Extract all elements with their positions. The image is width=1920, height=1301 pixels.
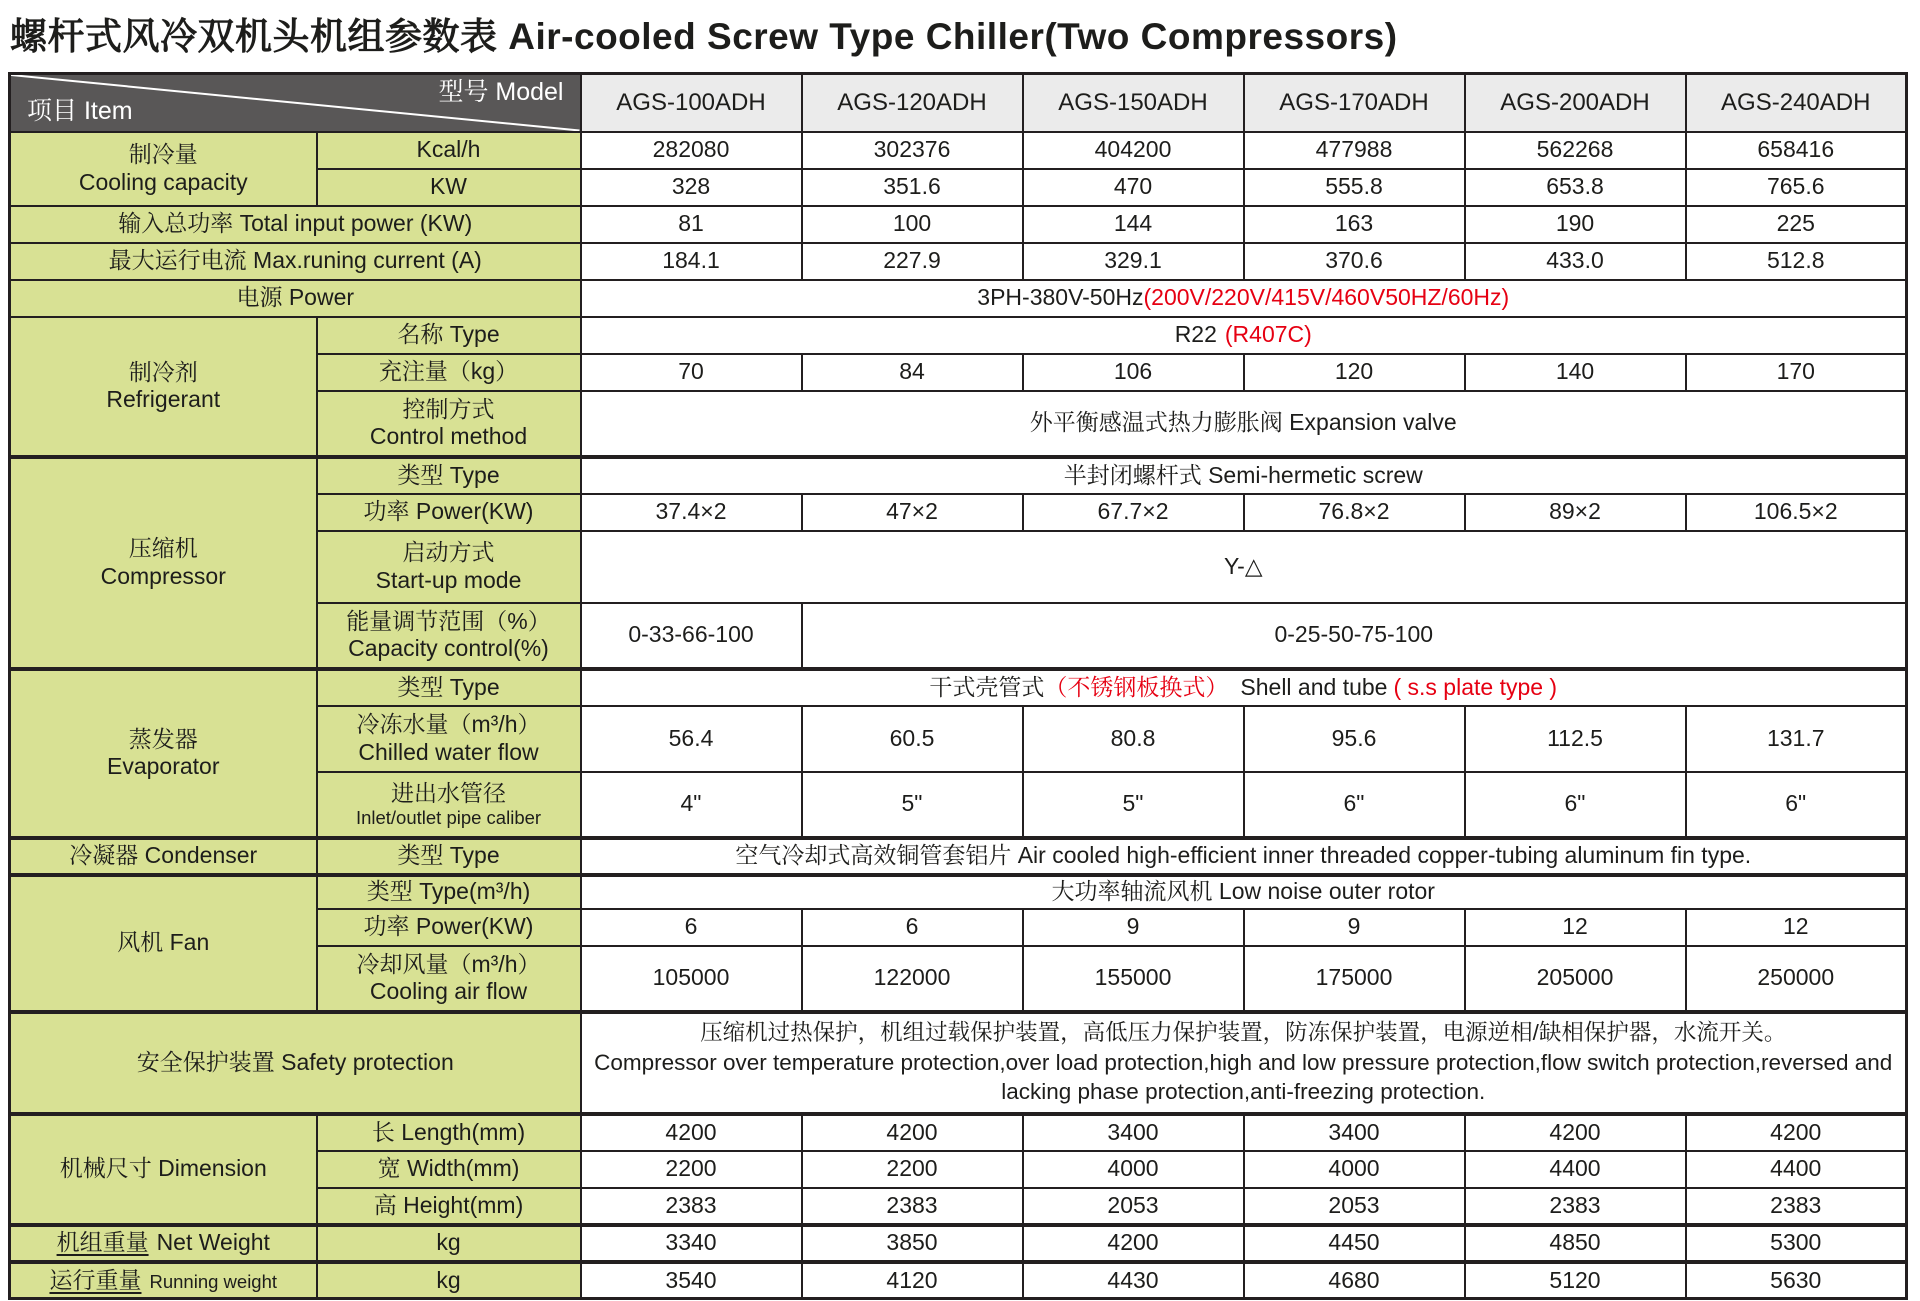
row-label-charge: 充注量（kg） — [317, 354, 581, 391]
startup-mode-label-cn: 启动方式 — [402, 539, 495, 566]
value-cell: 225 — [1686, 206, 1907, 243]
compressor-type-value: 半封闭螺杆式 Semi-hermetic screw — [581, 457, 1907, 494]
value-cell: 328 — [581, 169, 802, 206]
model-header: AGS-200ADH — [1465, 74, 1686, 132]
evaporator-type-cn: 干式壳管式 — [929, 673, 1045, 700]
value-cell: 6" — [1244, 772, 1465, 838]
evaporator-type-en: Shell and tube — [1240, 673, 1388, 700]
power-supply-options: (200V/220V/415V/460V50HZ/60Hz) — [1143, 284, 1510, 311]
value-cell: 105000 — [581, 946, 802, 1012]
value-cell: 6 — [581, 909, 802, 946]
value-cell: 3850 — [802, 1225, 1023, 1262]
evaporator-type-en-note: ( s.s plate type ) — [1393, 673, 1558, 700]
value-cell: 9 — [1023, 909, 1244, 946]
value-cell: 112.5 — [1465, 706, 1686, 772]
value-cell: 170 — [1686, 354, 1907, 391]
value-cell: 140 — [1465, 354, 1686, 391]
pipe-caliber-label-en: Inlet/outlet pipe caliber — [355, 806, 542, 828]
value-cell: 4200 — [1023, 1225, 1244, 1262]
value-cell: 175000 — [1244, 946, 1465, 1012]
value-cell: 5" — [1023, 772, 1244, 838]
startup-mode-label-en: Start-up mode — [375, 566, 522, 593]
value-cell: 184.1 — [581, 243, 802, 280]
evaporator-label-en: Evaporator — [106, 753, 220, 779]
value-cell: 6 — [802, 909, 1023, 946]
value-cell: 56.4 — [581, 706, 802, 772]
capacity-control-label-cn: 能量调节范围（%） — [346, 607, 551, 634]
model-header: AGS-170ADH — [1244, 74, 1465, 132]
row-label-control-method — [317, 391, 581, 457]
value-cell: 555.8 — [1244, 169, 1465, 206]
value-cell: 4450 — [1244, 1225, 1465, 1262]
value-cell: 2383 — [1686, 1188, 1907, 1225]
value-cell: 4200 — [802, 1114, 1023, 1151]
spec-table — [8, 72, 1908, 1300]
row-label-startup-mode — [317, 531, 581, 603]
row-label-compressor-power: 功率 Power(KW) — [317, 494, 581, 531]
value-cell: 3340 — [581, 1225, 802, 1262]
value-cell: 6" — [1686, 772, 1907, 838]
row-label-safety: 安全保护装置 Safety protection — [10, 1012, 581, 1114]
value-cell: 4400 — [1465, 1151, 1686, 1188]
value-cell: 4850 — [1465, 1225, 1686, 1262]
row-label-kcal: Kcal/h — [317, 132, 581, 169]
value-cell: 765.6 — [1686, 169, 1907, 206]
model-header: AGS-100ADH — [581, 74, 802, 132]
row-label-fan-type: 类型 Type(m³/h) — [317, 875, 581, 909]
power-supply-base: 3PH-380V-50Hz — [977, 284, 1144, 311]
compressor-label-en: Compressor — [100, 562, 226, 589]
capacity-control-rest-value: 0-25-50-75-100 — [802, 603, 1907, 669]
chilled-water-flow-label-en: Chilled water flow — [358, 738, 539, 765]
value-cell: 4200 — [1686, 1114, 1907, 1151]
row-label-fan-power: 功率 Power(KW) — [317, 909, 581, 946]
row-label-max-current: 最大运行电流 Max.runing current (A) — [10, 243, 581, 280]
row-label-power-supply: 电源 Power — [10, 280, 581, 317]
value-cell: 2053 — [1244, 1188, 1465, 1225]
net-weight-label-en: Net Weight — [156, 1229, 270, 1256]
row-label-net-weight — [10, 1225, 317, 1262]
compressor-label-cn: 压缩机 — [128, 535, 198, 562]
running-weight-label-en: Running weight — [149, 1270, 278, 1292]
control-method-value: 外平衡感温式热力膨胀阀 Expansion valve — [581, 391, 1907, 457]
value-cell: 4680 — [1244, 1262, 1465, 1299]
row-label-refrigerant — [10, 317, 317, 457]
value-cell: 60.5 — [802, 706, 1023, 772]
value-cell: 433.0 — [1465, 243, 1686, 280]
value-cell: 144 — [1023, 206, 1244, 243]
cooling-air-flow-label-cn: 冷却风量（m³/h） — [356, 950, 541, 977]
page-title: 螺杆式风冷双机头机组参数表 Air-cooled Screw Type Chiller(Two Compressors) — [10, 16, 1398, 57]
value-cell: 5120 — [1465, 1262, 1686, 1299]
cooling-label-cn: 制冷量 — [128, 141, 198, 168]
corner-cell — [10, 74, 581, 132]
value-cell: 100 — [802, 206, 1023, 243]
refrigerant-label-cn: 制冷剂 — [128, 358, 198, 385]
evaporator-label-cn: 蒸发器 — [128, 725, 198, 752]
value-cell: 4120 — [802, 1262, 1023, 1299]
value-cell: 658416 — [1686, 132, 1907, 169]
value-cell: 4000 — [1023, 1151, 1244, 1188]
value-cell: 6" — [1465, 772, 1686, 838]
value-cell: 190 — [1465, 206, 1686, 243]
value-cell: 282080 — [581, 132, 802, 169]
net-weight-unit: kg — [317, 1225, 581, 1262]
row-label-cooling-air-flow — [317, 946, 581, 1012]
value-cell: 2383 — [581, 1188, 802, 1225]
capacity-control-first-value: 0-33-66-100 — [581, 603, 802, 669]
row-label-evaporator — [10, 669, 317, 838]
value-cell: 2383 — [802, 1188, 1023, 1225]
corner-item-label: 项目 Item — [27, 97, 133, 125]
safety-value — [581, 1012, 1907, 1114]
value-cell: 106 — [1023, 354, 1244, 391]
safety-value-cn: 压缩机过热保护，机组过载保护装置，高低压力保护装置，防冻保护装置，电源逆相/缺相保护器，水流开关。 — [700, 1019, 1787, 1045]
value-cell: 67.7×2 — [1023, 494, 1244, 531]
value-cell: 80.8 — [1023, 706, 1244, 772]
evaporator-type-value — [581, 669, 1907, 706]
value-cell: 470 — [1023, 169, 1244, 206]
value-cell: 12 — [1686, 909, 1907, 946]
value-cell: 4430 — [1023, 1262, 1244, 1299]
row-label-height: 高 Height(mm) — [317, 1188, 581, 1225]
value-cell: 3400 — [1244, 1114, 1465, 1151]
refrigerant-name-value — [581, 317, 1907, 354]
value-cell: 4" — [581, 772, 802, 838]
value-cell: 70 — [581, 354, 802, 391]
evaporator-type-cn-note: （不锈钢板换式） — [1044, 673, 1229, 700]
value-cell: 131.7 — [1686, 706, 1907, 772]
value-cell: 120 — [1244, 354, 1465, 391]
row-label-pipe-caliber — [317, 772, 581, 838]
running-weight-label-cn: 运行重量 — [49, 1266, 142, 1293]
control-method-label-cn: 控制方式 — [402, 395, 495, 422]
capacity-control-label-en: Capacity control(%) — [348, 635, 549, 661]
value-cell: 5" — [802, 772, 1023, 838]
safety-value-en: Compressor over temperature protection,over load protection,high and low pressure protection,flow switch protection,reversed and lacking phase protection,anti-freezing protection. — [594, 1049, 1893, 1105]
value-cell: 2383 — [1465, 1188, 1686, 1225]
row-label-fan: 风机 Fan — [10, 875, 317, 1012]
row-label-compressor-type: 类型 Type — [317, 457, 581, 494]
row-label-refrigerant-name: 名称 Type — [317, 317, 581, 354]
row-label-condenser-type: 类型 Type — [317, 838, 581, 875]
model-header: AGS-120ADH — [802, 74, 1023, 132]
value-cell: 404200 — [1023, 132, 1244, 169]
value-cell: 5630 — [1686, 1262, 1907, 1299]
value-cell: 3400 — [1023, 1114, 1244, 1151]
value-cell: 2200 — [581, 1151, 802, 1188]
value-cell: 9 — [1244, 909, 1465, 946]
value-cell: 4400 — [1686, 1151, 1907, 1188]
row-label-dimension: 机械尺寸 Dimension — [10, 1114, 317, 1225]
value-cell: 227.9 — [802, 243, 1023, 280]
row-label-condenser: 冷凝器 Condenser — [10, 838, 317, 875]
model-header: AGS-240ADH — [1686, 74, 1907, 132]
value-cell: 163 — [1244, 206, 1465, 243]
power-supply-value — [581, 280, 1907, 317]
net-weight-label-cn: 机组重量 — [56, 1229, 149, 1256]
value-cell: 653.8 — [1465, 169, 1686, 206]
value-cell: 106.5×2 — [1686, 494, 1907, 531]
value-cell: 4000 — [1244, 1151, 1465, 1188]
model-header: AGS-150ADH — [1023, 74, 1244, 132]
value-cell: 477988 — [1244, 132, 1465, 169]
fan-type-value: 大功率轴流风机 Low noise outer rotor — [581, 875, 1907, 909]
value-cell: 4200 — [1465, 1114, 1686, 1151]
value-cell: 3540 — [581, 1262, 802, 1299]
row-label-length: 长 Length(mm) — [317, 1114, 581, 1151]
control-method-label-en: Control method — [369, 423, 528, 449]
value-cell: 76.8×2 — [1244, 494, 1465, 531]
chilled-water-flow-label-cn: 冷冻水量（m³/h） — [356, 711, 541, 738]
value-cell: 351.6 — [802, 169, 1023, 206]
refrigerant-name-alt: (R407C) — [1224, 321, 1312, 348]
corner-model-label: 型号 Model — [438, 78, 564, 106]
value-cell: 512.8 — [1686, 243, 1907, 280]
value-cell: 205000 — [1465, 946, 1686, 1012]
value-cell: 2053 — [1023, 1188, 1244, 1225]
row-label-cooling — [10, 132, 317, 206]
running-weight-unit: kg — [317, 1262, 581, 1299]
value-cell: 2200 — [802, 1151, 1023, 1188]
cooling-air-flow-label-en: Cooling air flow — [369, 978, 528, 1004]
pipe-caliber-label-cn: 进出水管径 — [391, 779, 506, 806]
value-cell: 562268 — [1465, 132, 1686, 169]
value-cell: 155000 — [1023, 946, 1244, 1012]
refrigerant-name-base: R22 — [1174, 321, 1217, 348]
value-cell: 84 — [802, 354, 1023, 391]
value-cell: 37.4×2 — [581, 494, 802, 531]
refrigerant-label-en: Refrigerant — [106, 386, 221, 412]
value-cell: 5300 — [1686, 1225, 1907, 1262]
value-cell: 122000 — [802, 946, 1023, 1012]
value-cell: 12 — [1465, 909, 1686, 946]
row-label-kw: KW — [317, 169, 581, 206]
startup-mode-value: Y-△ — [581, 531, 1907, 603]
row-label-running-weight — [10, 1262, 317, 1299]
row-label-chilled-water-flow — [317, 706, 581, 772]
value-cell: 95.6 — [1244, 706, 1465, 772]
row-label-width: 宽 Width(mm) — [317, 1151, 581, 1188]
row-label-input-power: 输入总功率 Total input power (KW) — [10, 206, 581, 243]
value-cell: 302376 — [802, 132, 1023, 169]
cooling-label-en: Cooling capacity — [78, 168, 248, 195]
value-cell: 81 — [581, 206, 802, 243]
row-label-capacity-control — [317, 603, 581, 669]
value-cell: 4200 — [581, 1114, 802, 1151]
value-cell: 47×2 — [802, 494, 1023, 531]
value-cell: 329.1 — [1023, 243, 1244, 280]
row-label-evaporator-type: 类型 Type — [317, 669, 581, 706]
value-cell: 250000 — [1686, 946, 1907, 1012]
condenser-type-value: 空气冷却式高效铜管套铝片 Air cooled high-efficient inner threaded copper-tubing aluminum fin type. — [581, 838, 1907, 875]
value-cell: 89×2 — [1465, 494, 1686, 531]
row-label-compressor — [10, 457, 317, 669]
value-cell: 370.6 — [1244, 243, 1465, 280]
